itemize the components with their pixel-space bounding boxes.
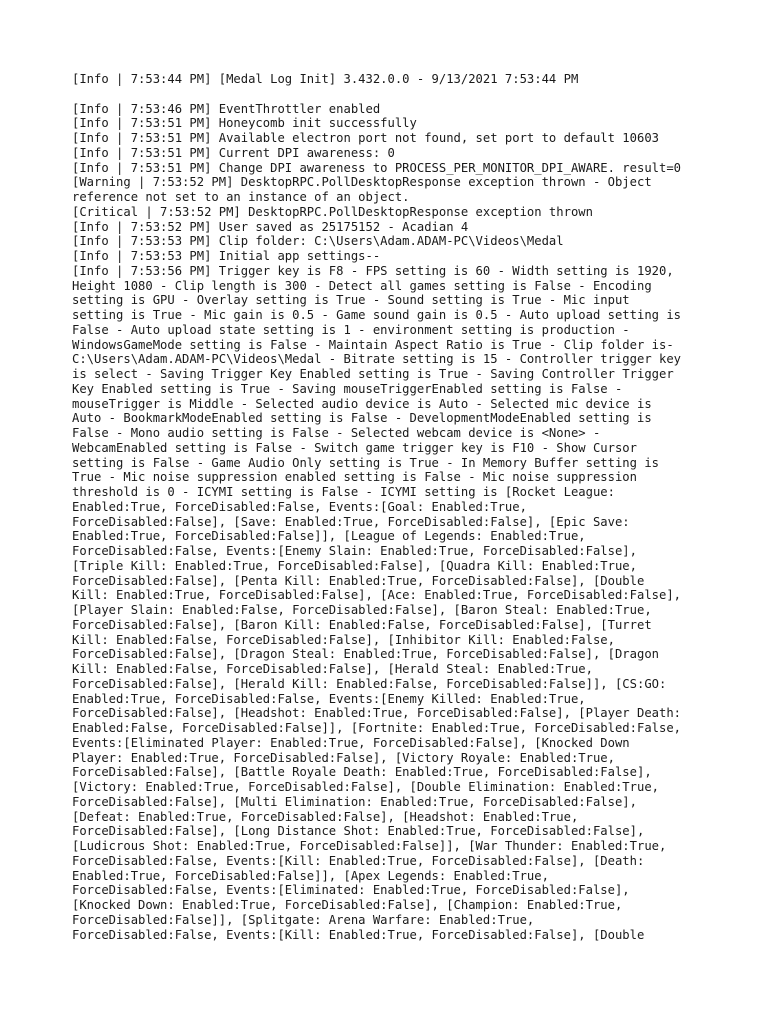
log-line: ForceDisabled:False, Events:[Enemy Slain: Enabled:True, ForceDisabled:False], [72, 544, 637, 558]
log-lines [72, 102, 712, 943]
log-line: C:\Users\Adam.ADAM-PC\Videos\Medal - Bitrate setting is 15 - Controller trigger key [72, 352, 682, 367]
log-line: Events:[Eliminated Player: Enabled:True, ForceDisabled:False], [Knocked Down [72, 735, 630, 750]
log-line: ForceDisabled:False, Events:[Kill: Enabled:True, ForceDisabled:False], [Death: [72, 853, 645, 868]
log-line: Enabled:False, ForceDisabled:False]], [Fortnite: Enabled:True, ForceDisabled:False, [72, 721, 682, 735]
log-line: [Info | 7:53:51 PM] Change DPI awareness to PROCESS_PER_MONITOR_DPI_AWARE. result=0 [72, 160, 682, 175]
log-line: WebcamEnabled setting is False - Switch game trigger key is F10 - Show Cursor [72, 440, 637, 455]
log-line: Player: Enabled:True, ForceDisabled:False], [Victory Royale: Enabled:True, [72, 750, 615, 765]
blank-line [72, 87, 712, 102]
log-line: [Warning | 7:53:52 PM] DesktopRPC.PollDesktopResponse exception thrown - Object [72, 175, 652, 190]
log-line: [Critical | 7:53:52 PM] DesktopRPC.PollDesktopResponse exception thrown [72, 204, 593, 219]
log-line: False - Mono audio setting is False - Selected webcam device is <None> - [72, 426, 601, 440]
log-line: Enabled:True, ForceDisabled:False]], [Apex Legends: Enabled:True, [72, 868, 549, 883]
log-line: [Knocked Down: Enabled:True, ForceDisabled:False], [Champion: Enabled:True, [72, 898, 623, 912]
log-line: [Info | 7:53:56 PM] Trigger key is F8 - FPS setting is 60 - Width setting is 1920, [72, 263, 674, 278]
log-line: [Info | 7:53:51 PM] Available electron port not found, set port to default 10603 [72, 131, 659, 145]
log-line: ForceDisabled:False], [Baron Kill: Enabled:False, ForceDisabled:False], [Turret [72, 617, 652, 632]
log-line: [Info | 7:53:53 PM] Clip folder: C:\Users\Adam.ADAM-PC\Videos\Medal [72, 234, 564, 249]
log-line: Enabled:True, ForceDisabled:False, Events:[Goal: Enabled:True, [72, 499, 527, 514]
log-line: [Info | 7:53:46 PM] EventThrottler enabled [72, 101, 381, 116]
log-line: [Info | 7:53:51 PM] Honeycomb init successfully [72, 116, 417, 131]
log-line: setting is True - Mic gain is 0.5 - Game sound gain is 0.5 - Auto upload setting is [72, 308, 682, 322]
log-line: threshold is 0 - ICYMI setting is False - ICYMI setting is [Rocket League: [72, 485, 615, 499]
log-line: ForceDisabled:False], [Dragon Steal: Enabled:True, ForceDisabled:False], [Dragon [72, 647, 659, 662]
log-line: ForceDisabled:False]], [Splitgate: Arena Warfare: Enabled:True, [72, 912, 535, 927]
log-line: ForceDisabled:False], [Penta Kill: Enabled:True, ForceDisabled:False], [Double [72, 573, 645, 588]
log-line: WindowsGameMode setting is False - Maintain Aspect Ratio is True - Clip folder is- [72, 337, 674, 352]
log-line: ForceDisabled:False, Events:[Eliminated: Enabled:True, ForceDisabled:False], [72, 883, 630, 898]
log-line: Enabled:True, ForceDisabled:False, Events:[Enemy Killed: Enabled:True, [72, 691, 586, 706]
log-line: [Player Slain: Enabled:False, ForceDisabled:False], [Baron Steal: Enabled:True, [72, 603, 652, 617]
log-line: Height 1080 - Clip length is 300 - Detect all games setting is False - Encoding [72, 278, 652, 293]
log-line: Key Enabled setting is True - Saving mouseTriggerEnabled setting is False - [72, 381, 623, 396]
log-line: Enabled:True, ForceDisabled:False]], [League of Legends: Enabled:True, [72, 529, 586, 544]
log-line: Auto - BookmarkModeEnabled setting is False - DevelopmentModeEnabled setting is [72, 411, 652, 426]
log-line: ForceDisabled:False], [Save: Enabled:True, ForceDisabled:False], [Epic Save: [72, 514, 630, 529]
log-line: ForceDisabled:False], [Long Distance Shot: Enabled:True, ForceDisabled:False], [72, 824, 645, 839]
log-line: ForceDisabled:False, Events:[Kill: Enabled:True, ForceDisabled:False], [Double [72, 927, 645, 942]
log-line: ForceDisabled:False], [Multi Elimination: Enabled:True, ForceDisabled:False], [72, 794, 637, 809]
log-line: Kill: Enabled:False, ForceDisabled:False], [Herald Steal: Enabled:True, [72, 662, 593, 676]
log-line: Kill: Enabled:True, ForceDisabled:False], [Ace: Enabled:True, ForceDisabled:False], [72, 588, 682, 603]
log-line: [Info | 7:53:53 PM] Initial app settings-- [72, 249, 381, 263]
log-line: setting is False - Game Audio Only setting is True - In Memory Buffer setting is [72, 455, 659, 470]
log-line: [Defeat: Enabled:True, ForceDisabled:False], [Headshot: Enabled:True, [72, 809, 579, 824]
log-line: [Triple Kill: Enabled:True, ForceDisabled:False], [Quadra Kill: Enabled:True, [72, 558, 637, 573]
log-line: [Victory: Enabled:True, ForceDisabled:False], [Double Elimination: Enabled:True, [72, 780, 659, 794]
log-line: reference not set to an instance of an object. [72, 190, 410, 204]
log-line: ForceDisabled:False], [Headshot: Enabled:True, ForceDisabled:False], [Player Death: [72, 706, 682, 721]
log-line: ForceDisabled:False], [Herald Kill: Enabled:False, ForceDisabled:False]], [CS:GO: [72, 676, 667, 691]
log-line: is select - Saving Trigger Key Enabled setting is True - Saving Controller Trigger [72, 367, 674, 381]
log-line: True - Mic noise suppression enabled setting is False - Mic noise suppression [72, 470, 637, 485]
log-line: [Info | 7:53:51 PM] Current DPI awareness: 0 [72, 145, 395, 160]
log-line: False - Auto upload state setting is 1 - environment setting is production - [72, 322, 630, 337]
log-line: mouseTrigger is Middle - Selected audio device is Auto - Selected mic device is [72, 396, 652, 411]
log-line: ForceDisabled:False], [Battle Royale Death: Enabled:True, ForceDisabled:False], [72, 765, 652, 780]
log-text-block [72, 72, 712, 942]
log-line: setting is GPU - Overlay setting is True - Sound setting is True - Mic input [72, 293, 630, 308]
log-line: [Ludicrous Shot: Enabled:True, ForceDisabled:False]], [War Thunder: Enabled:True, [72, 839, 667, 853]
log-line: [Info | 7:53:52 PM] User saved as 25175152 - Acadian 4 [72, 219, 469, 234]
log-line: Kill: Enabled:False, ForceDisabled:False], [Inhibitor Kill: Enabled:False, [72, 632, 615, 647]
log-header-line: [Info | 7:53:44 PM] [Medal Log Init] 3.432.0.0 - 9/13/2021 7:53:44 PM [72, 72, 579, 86]
